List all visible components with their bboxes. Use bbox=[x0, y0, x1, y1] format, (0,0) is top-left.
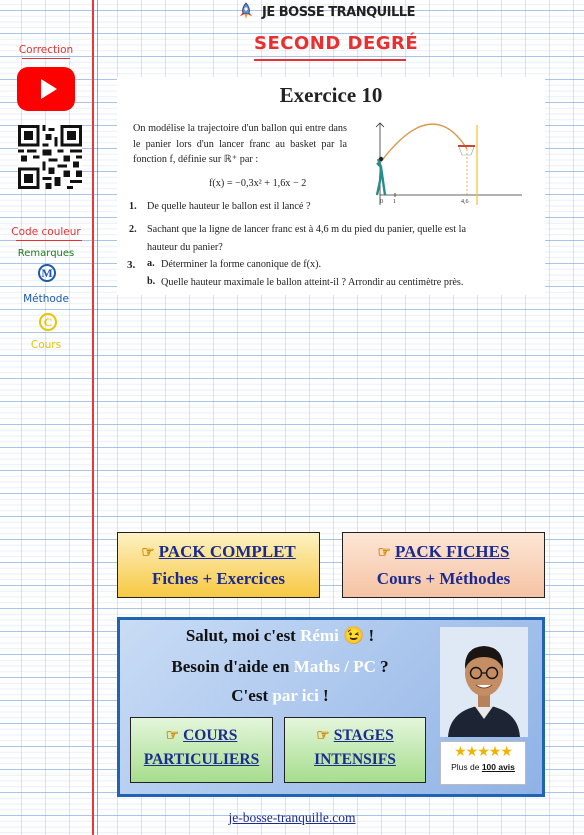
question-1: De quelle hauteur le ballon est il lancé ? bbox=[147, 201, 311, 212]
pack-fiches-sublabel: Cours + Méthodes bbox=[376, 569, 511, 588]
avatar bbox=[440, 627, 528, 737]
margin-line-secondary bbox=[97, 0, 98, 835]
promo-greeting bbox=[120, 626, 440, 646]
promo-subjects: Maths / PC bbox=[293, 657, 376, 676]
code-couleur-underline bbox=[16, 240, 82, 241]
play-icon bbox=[41, 79, 57, 99]
cours-particuliers-button[interactable] bbox=[130, 717, 273, 783]
footer bbox=[0, 809, 584, 827]
methode-label: Méthode bbox=[23, 293, 69, 305]
exercise-title: Exercice 10 bbox=[279, 83, 383, 107]
methode-icon: M bbox=[38, 264, 56, 282]
graph-x46: 4,6 bbox=[461, 199, 469, 205]
question-3a-label: a. bbox=[147, 258, 155, 269]
promo-name: Rémi bbox=[300, 626, 339, 645]
promo-cta-link[interactable]: par ici bbox=[272, 686, 319, 705]
promo-cta-text: C'est bbox=[231, 686, 273, 705]
rating-badge[interactable] bbox=[440, 741, 526, 785]
pack-complet-label: PACK COMPLET bbox=[158, 542, 296, 561]
reviews-prefix: Plus de bbox=[451, 762, 482, 772]
stages-intensifs-label: STAGES bbox=[333, 727, 394, 744]
question-3a: Déterminer la forme canonique de f(x). bbox=[161, 259, 322, 270]
pack-complet-button[interactable] bbox=[117, 532, 320, 598]
code-couleur-label: Code couleur bbox=[11, 226, 81, 238]
pack-fiches-button[interactable] bbox=[342, 532, 545, 598]
trajectory-graph bbox=[372, 121, 522, 205]
promo-cta bbox=[120, 686, 440, 706]
pointing-hand-icon: ☞ bbox=[377, 545, 391, 561]
stages-intensifs-button[interactable] bbox=[284, 717, 426, 783]
exercise-box bbox=[117, 77, 545, 295]
website-link[interactable]: je-bosse-tranquille.com bbox=[228, 810, 356, 825]
exercise-formula: f(x) = −0,3x² + 1,6x − 2 bbox=[209, 178, 307, 189]
promo-help bbox=[120, 657, 440, 677]
graph-x0: 0 bbox=[380, 199, 383, 205]
question-3b-label: b. bbox=[147, 276, 156, 287]
promo-greeting-text: Salut, moi c'est bbox=[185, 626, 301, 645]
promo-cta-end: ! bbox=[318, 686, 329, 705]
question-3b: Quelle hauteur maximale le ballon atteint-il ? Arrondir au centimètre près. bbox=[161, 277, 464, 288]
remarques-label: Remarques bbox=[17, 248, 75, 259]
correction-underline bbox=[22, 58, 70, 59]
pointing-hand-icon: ☞ bbox=[141, 545, 155, 561]
question-2-line-1: Sachant que la ligne de lancer franc est à 4,6 m du pied du panier, quelle est la bbox=[147, 224, 466, 235]
cours-label: Cours bbox=[30, 339, 62, 351]
cours-icon: C bbox=[39, 313, 57, 331]
stages-intensifs-sublabel: INTENSIFS bbox=[314, 751, 396, 768]
margin-line bbox=[92, 0, 94, 835]
stars-icon: ★★★★★ bbox=[454, 745, 512, 760]
graph-x1: 1 bbox=[393, 199, 396, 205]
reviews-number: 100 avis bbox=[481, 762, 515, 772]
pack-complet-sublabel: Fiches + Exercices bbox=[151, 569, 286, 588]
brand-name: JE BOSSE TRANQUILLE bbox=[262, 4, 415, 20]
qr-code-icon[interactable] bbox=[18, 125, 82, 189]
exercise-intro: On modélise la trajectoire d'un ballon qui entre dans le panier lors d'un lancer franc au basket par la fonction f, définie sur ℝ⁺ par : bbox=[133, 123, 347, 165]
pack-fiches-label: PACK FICHES bbox=[395, 542, 510, 561]
page-title: SECOND DEGRÉ bbox=[254, 33, 419, 54]
title-underline bbox=[254, 59, 406, 61]
reviews-count bbox=[441, 762, 525, 772]
correction-label: Correction bbox=[18, 44, 74, 56]
promo-help-text: Besoin d'aide en bbox=[171, 657, 294, 676]
pointing-hand-icon: ☞ bbox=[316, 728, 330, 744]
pointing-hand-icon: ☞ bbox=[165, 728, 180, 744]
promo-greeting-end: 😉 ! bbox=[338, 626, 375, 645]
question-2-line-2: hauteur du panier? bbox=[147, 242, 223, 253]
cours-particuliers-label: COURS bbox=[183, 727, 238, 744]
question-3-number: 3. bbox=[127, 259, 136, 271]
question-1-number: 1. bbox=[129, 201, 137, 212]
rocket-icon bbox=[236, 2, 256, 22]
cours-particuliers-sublabel: PARTICULIERS bbox=[143, 751, 260, 768]
promo-help-end: ? bbox=[375, 657, 389, 676]
question-2-number: 2. bbox=[129, 224, 137, 235]
brand-logo[interactable] bbox=[236, 2, 415, 22]
